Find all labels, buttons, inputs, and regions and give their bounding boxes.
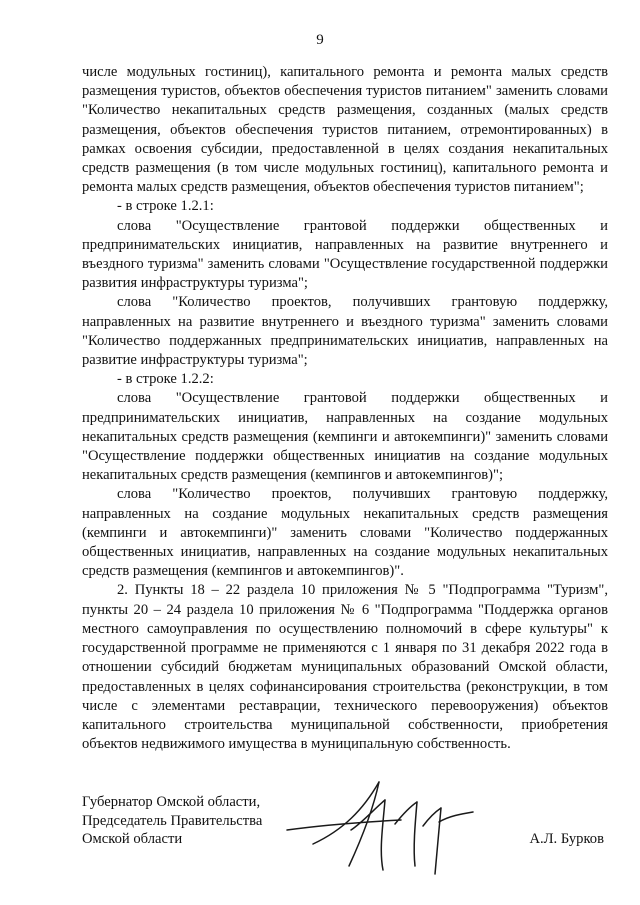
handwritten-signature	[283, 770, 483, 885]
signatory-position-line: Губернатор Омской области,	[82, 794, 261, 810]
signatory-position-line: Председатель Правительства	[82, 812, 263, 829]
paragraph: - в строке 1.2.2:	[117, 371, 214, 388]
page-number: 9	[316, 32, 324, 48]
signatory-name: А.Л. Бурков	[529, 831, 604, 847]
paragraph: слова "Количество проектов, получивших грантовую поддержку, направленных на развитие внутреннего и въездного туризма" заменить словами "Количество поддержанных предпринимательских инициатив, направленных на развитие инфраструктуры туризма";	[82, 294, 608, 369]
paragraph: числе модульных гостиниц), капитального ремонта и ремонта малых средств размещения туристов, объектов обеспечения туристов питанием" заменить словами "Количество некапитальных средств размещения, созданных (малых средств размещения, объектов обеспечения туристов питанием, отремонтированных) в рамках освоения субсидии, предоставленной в целях создания некапитальных средств размещения (в том числе модульных гостиниц), капитального ремонта и ремонта малых средств размещения, объектов обеспечения туристов питанием";	[82, 64, 608, 196]
paragraph: слова "Количество проектов, получивших грантовую поддержку, направленных на создание модульных некапитальных средств размещения (кемпинги и автокемпинги)" заменить словами "Количество поддержанных общественных инициатив, направленных на создание модульных некапитальных средств размещения (кемпингов и автокемпингов)".	[82, 486, 608, 580]
paragraph: слова "Осуществление грантовой поддержки общественных и предпринимательских инициатив, направленных на создание модульных некапитальных средств размещения (кемпинги и автокемпинги)" заменить словами "Осуществление поддержки общественных инициатив на создание модульных некапитальных средств размещения (кемпингов и автокемпингов)";	[82, 390, 608, 484]
signatory-position	[82, 793, 262, 849]
paragraph: - в строке 1.2.1:	[117, 198, 214, 215]
document-body	[82, 63, 608, 754]
paragraph: слова "Осуществление грантовой поддержки общественных и предпринимательских инициатив, направленных на развитие внутреннего и въездного туризма" заменить словами "Осуществление государственной поддержки развития инфраструктуры туризма";	[82, 217, 608, 292]
paragraph: 2. Пункты 18 – 22 раздела 10 приложения № 5 "Подпрограмма "Туризм", пункты 20 – 24 раздела 10 приложения № 6 "Подпрограмма "Поддержка органов местного самоуправления по осуществлению полномочий в сфере культуры" к государственной программе не применяются с 1 января по 31 декабря 2022 года в отношении субсидий бюджетам муниципальных образований Омской области, предоставленных в целях софинансирования строительства (реконструкции, в том числе с элементами реставрации, технического перевооружения) объектов капитального строительства муниципальной собственности, приобретения объектов недвижимого имущества в муниципальную собственность.	[82, 582, 608, 753]
signatory-position-line: Омской области	[82, 831, 183, 847]
